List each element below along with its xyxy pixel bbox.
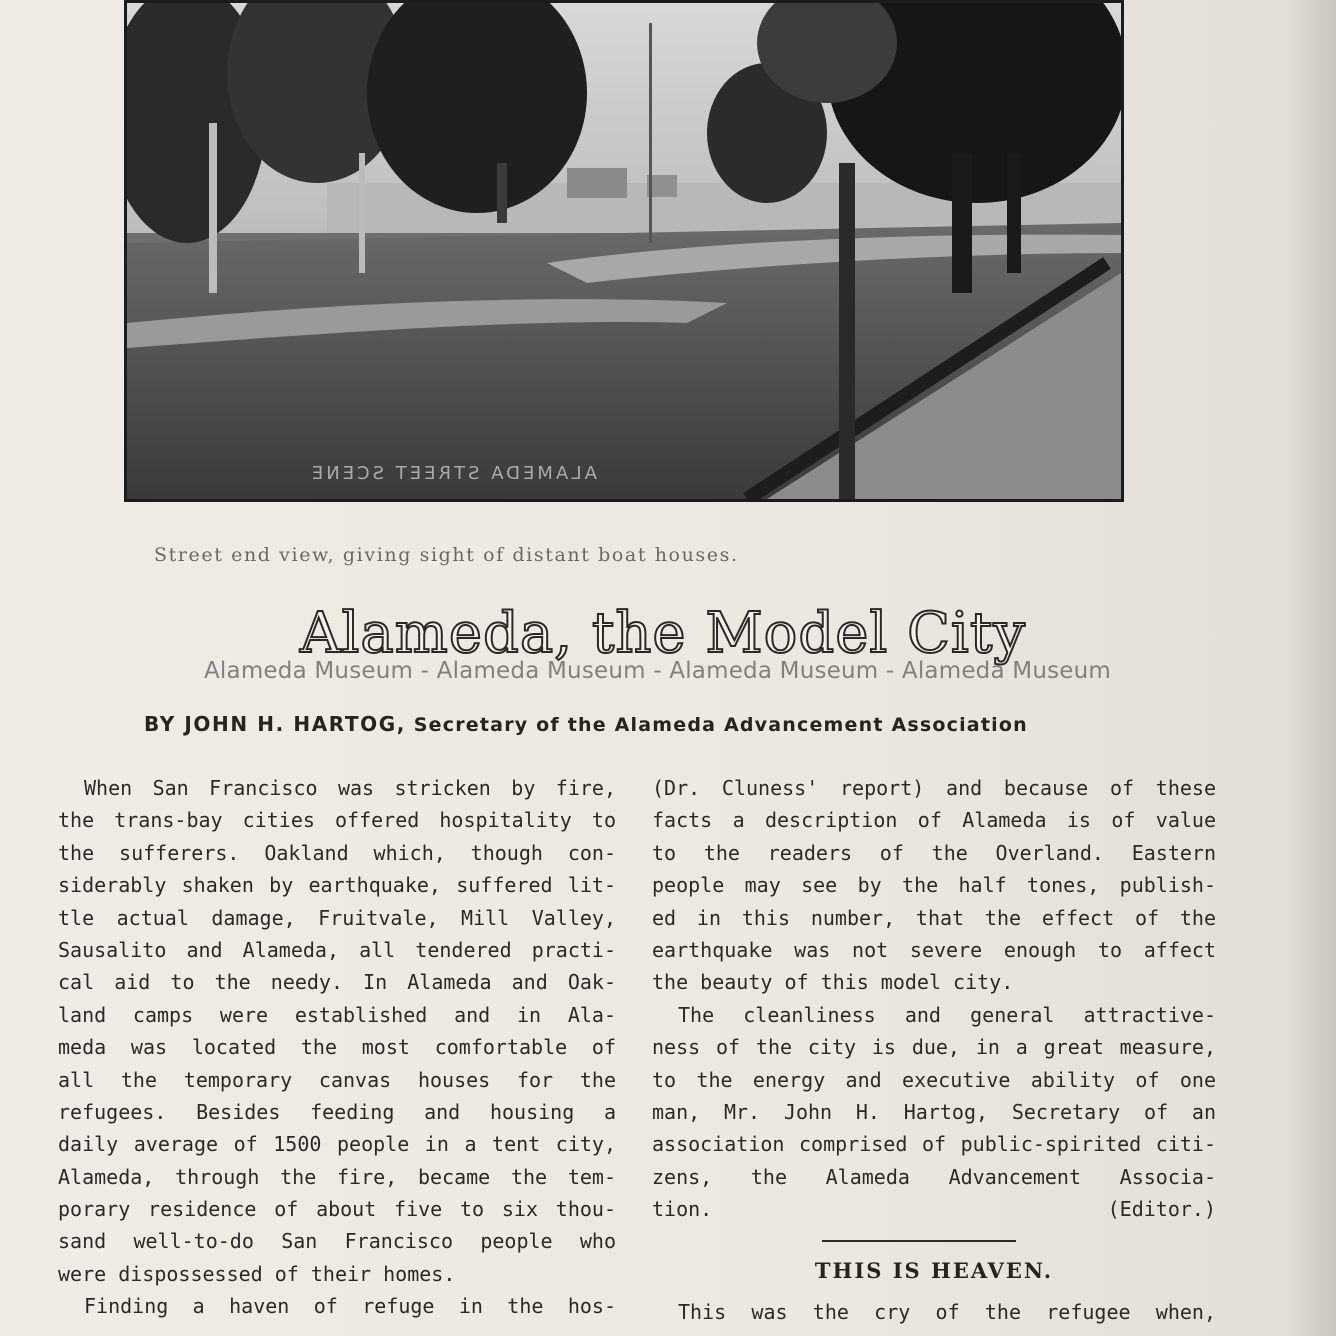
left-column	[58, 772, 616, 1323]
boat-house	[567, 168, 627, 198]
text-line: were dispossessed of their homes.	[58, 1261, 456, 1286]
editor-note: (Editor.)	[1107, 1197, 1216, 1222]
text-line: sand well-to-do San Francisco people who	[58, 1229, 616, 1254]
text-line: the sufferers. Oakland which, though con-	[58, 840, 616, 865]
text-line: ness of the city is due, in a great measure,	[652, 1035, 1216, 1060]
section-heading: THIS IS HEAVEN.	[814, 1258, 1054, 1283]
text-line: the beauty of this model city.	[652, 970, 1014, 995]
tree-trunk	[952, 153, 972, 293]
text-line: earthquake was not severe enough to affect	[652, 937, 1216, 962]
text-line: siderably shaken by earthquake, suffered lit-	[58, 873, 616, 898]
text-line: daily average of 1500 people in a tent city,	[58, 1132, 616, 1157]
article-title: Alameda, the Model City	[300, 601, 1026, 666]
tree-trunk	[1007, 153, 1021, 273]
text-line: to the energy and executive ability of one	[652, 1067, 1216, 1092]
text-line: tle actual damage, Fruitvale, Mill Valley,	[58, 905, 616, 930]
tree-trunk	[359, 153, 365, 273]
byline-role: Secretary of the Alameda Advancement Association	[413, 714, 1028, 736]
photo-caption: Street end view, giving sight of distant boat houses.	[154, 544, 739, 566]
text-line: people may see by the half tones, publish-	[652, 873, 1216, 898]
text-line: zens, the Alameda Advancement Associa-	[652, 1164, 1216, 1189]
text-line: When San Francisco was stricken by fire,	[84, 776, 616, 800]
section-divider	[822, 1240, 1016, 1242]
text-line: This was the cry of the refugee when,	[678, 1300, 1216, 1324]
text-line: association comprised of public-spirited citi-	[652, 1132, 1216, 1157]
text-line: meda was located the most comfortable of	[58, 1035, 616, 1060]
museum-watermark: Alameda Museum - Alameda Museum - Alameda Museum - Alameda Museum	[204, 658, 1112, 684]
text-line: Alameda, through the fire, became the tem-	[58, 1164, 616, 1189]
byline	[144, 712, 1028, 736]
text-line: (Dr. Cluness' report) and because of these	[652, 776, 1216, 800]
page-gutter-shadow	[1288, 0, 1336, 1336]
text-fragment: tion.	[652, 1197, 713, 1222]
text-line: Finding a haven of refuge in the hos-	[84, 1294, 616, 1319]
text-line: facts a description of Alameda is of value	[652, 808, 1216, 833]
text-line: the trans-bay cities offered hospitality to	[58, 808, 616, 833]
text-line: all the temporary canvas houses for the	[58, 1067, 616, 1092]
right-column	[652, 772, 1216, 1225]
photo-illustration	[127, 3, 1121, 499]
street-scene-photo	[124, 0, 1124, 502]
tree-trunk	[209, 123, 217, 293]
right-column-continued	[652, 1296, 1216, 1328]
photo-inset-text: ALAMEDA STREET SCENE	[308, 463, 597, 484]
text-line: man, Mr. John H. Hartog, Secretary of an	[652, 1099, 1216, 1124]
tree-trunk	[839, 163, 855, 499]
text-line-with-editor-note	[652, 1193, 1216, 1225]
tree-trunk	[497, 163, 507, 223]
text-line: to the readers of the Overland. Eastern	[652, 840, 1216, 865]
pole	[649, 23, 652, 243]
text-line: ed in this number, that the effect of the	[652, 905, 1216, 930]
text-line: porary residence of about five to six thou-	[58, 1197, 616, 1222]
text-line: land camps were established and in Ala-	[58, 1002, 616, 1027]
byline-author: BY JOHN H. HARTOG,	[144, 712, 406, 736]
text-line: The cleanliness and general attractive-	[678, 1002, 1216, 1027]
text-line: cal aid to the needy. In Alameda and Oak-	[58, 970, 616, 995]
text-line: Sausalito and Alameda, all tendered practi-	[58, 937, 616, 962]
text-line: refugees. Besides feeding and housing a	[58, 1099, 616, 1124]
